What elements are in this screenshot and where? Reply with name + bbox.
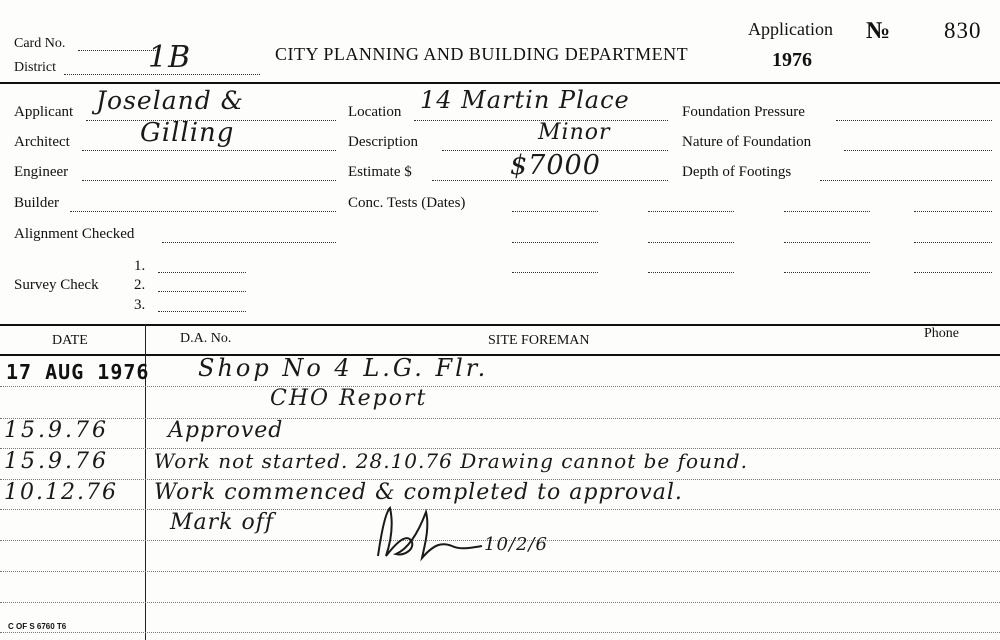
nature-of-foundation-label: Nature of Foundation: [682, 134, 812, 150]
depth-of-footings-label: Depth of Footings: [682, 164, 792, 180]
application-label: Application: [748, 19, 833, 39]
signature-scribble: [360, 498, 500, 568]
site-foreman-header: SITE FOREMAN: [488, 333, 590, 348]
builder-label: Builder: [14, 195, 59, 211]
estimate-value: $7000: [510, 150, 601, 181]
district-value: 1B: [148, 40, 192, 75]
description-label: Description: [348, 134, 418, 150]
card-no-label: Card No.: [14, 36, 66, 51]
applicant-label: Applicant: [14, 104, 74, 120]
foundation-pressure-label: Foundation Pressure: [682, 104, 805, 120]
date-column-header: DATE: [52, 333, 88, 348]
entry-text-1: Shop No 4 L.G. Flr.: [198, 354, 489, 382]
entry-text-5: Work commenced & completed to approval.: [154, 480, 683, 505]
da-number-header: D.A. No.: [180, 331, 232, 346]
location-label: Location: [348, 104, 402, 120]
entry-date-1: 17 AUG 1976: [6, 360, 150, 384]
entry-date-3: 15.9.76: [4, 418, 109, 443]
entry-date-4: 15.9.76: [4, 449, 109, 474]
application-number: 830: [944, 18, 982, 43]
table-top-rule: [0, 324, 1000, 326]
architect-label: Architect: [14, 134, 70, 150]
engineer-label: Engineer: [14, 164, 69, 180]
entry-text-6: Mark off: [170, 510, 275, 535]
conc-tests-label: Conc. Tests (Dates): [348, 195, 466, 211]
survey-check-label: Survey Check: [14, 277, 99, 293]
description-value: Minor: [538, 120, 611, 145]
entry-text-4: Work not started. 28.10.76 Drawing cannot be found.: [154, 449, 748, 473]
table-header-rule: [0, 354, 1000, 356]
estimate-label: Estimate $: [348, 164, 412, 180]
survey-3-label: 3.: [134, 297, 146, 313]
signature-date: 10/2/6: [484, 534, 548, 555]
header-rule: [0, 82, 1000, 84]
district-label: District: [14, 60, 56, 75]
phone-header: Phone: [924, 326, 959, 341]
entry-text-3: Approved: [168, 418, 284, 443]
location-value: 14 Martin Place: [420, 86, 630, 114]
survey-1-label: 1.: [134, 258, 146, 274]
entry-text-2: CHO Report: [270, 386, 428, 411]
architect-value: Gilling: [140, 118, 235, 148]
survey-2-label: 2.: [134, 277, 146, 293]
department-title: CITY PLANNING AND BUILDING DEPARTMENT: [275, 44, 689, 64]
application-year: 1976: [772, 49, 812, 71]
entry-date-5: 10.12.76: [4, 480, 118, 505]
applicant-value: Joseland &: [96, 86, 244, 115]
alignment-checked-label: Alignment Checked: [14, 226, 135, 242]
number-sign: №: [866, 18, 891, 44]
footer-code: C OF S 6760 T6: [8, 622, 67, 631]
